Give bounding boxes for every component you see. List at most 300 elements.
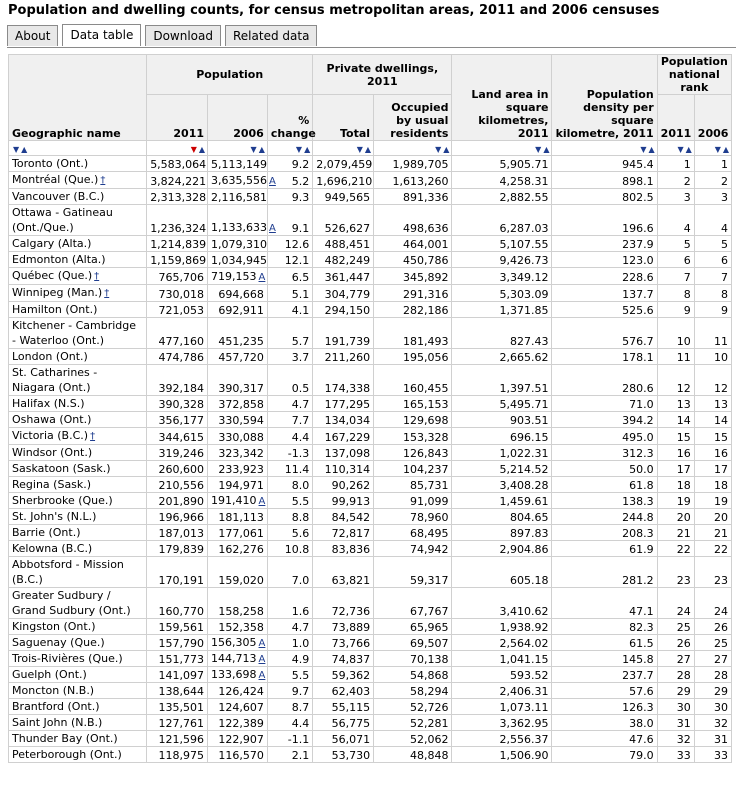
geo-name: Oshawa (Ont.) xyxy=(12,413,92,426)
pop-2006-cell xyxy=(208,731,268,747)
occupied-value: 68,495 xyxy=(409,527,449,540)
pct-change-value: 4.9 xyxy=(291,653,310,666)
header-pct-change: % change xyxy=(267,95,312,141)
geo-name-cell xyxy=(9,172,147,189)
density-cell xyxy=(552,747,657,763)
table-row xyxy=(9,396,732,412)
land-area-value: 605.18 xyxy=(509,574,549,587)
pop-2011-value: 118,975 xyxy=(158,749,205,762)
occupied-cell xyxy=(374,396,452,412)
pct-change-value: 4.1 xyxy=(291,304,310,317)
pop-2006-value: 122,389 xyxy=(218,717,264,730)
pop-2006-cell xyxy=(208,252,268,268)
density-value: 47.1 xyxy=(629,605,654,618)
footnote-link[interactable]: A xyxy=(258,638,266,649)
rank-2006-value: 4 xyxy=(721,222,728,235)
rank-2006-cell xyxy=(694,651,731,667)
header-rank-2006: 2006 xyxy=(694,95,731,141)
table-row xyxy=(9,205,732,236)
dwellings-total-cell xyxy=(313,205,374,236)
geo-name-cell xyxy=(9,619,147,635)
rank-2011-cell xyxy=(657,396,694,412)
dwellings-total-cell xyxy=(313,302,374,318)
density-cell xyxy=(552,318,657,349)
pop-2006-cell xyxy=(208,318,268,349)
density-value: 196.6 xyxy=(622,222,654,235)
pop-2006-value: 457,720 xyxy=(218,351,264,364)
sort-ascending-icon[interactable]: ▲ xyxy=(21,144,28,154)
rank-2011-cell xyxy=(657,731,694,747)
land-area-value: 1,022.31 xyxy=(499,447,549,460)
pop-2006-cell xyxy=(208,365,268,396)
pop-2011-value: 392,184 xyxy=(158,382,205,395)
pct-change-value: 1.6 xyxy=(291,605,310,618)
rank-2006-value: 21 xyxy=(714,527,728,540)
rank-2006-value: 28 xyxy=(714,669,728,682)
dwellings-total-cell xyxy=(313,683,374,699)
dwellings-total-value: 167,229 xyxy=(324,431,371,444)
geo-name-cell xyxy=(9,349,147,365)
sort-ascending-icon[interactable]: ▲ xyxy=(685,144,692,154)
occupied-cell xyxy=(374,651,452,667)
rank-2011-value: 17 xyxy=(676,463,691,476)
sort-descending-icon[interactable]: ▼ xyxy=(295,144,303,154)
rank-2006-cell xyxy=(694,412,731,428)
rank-2011-cell xyxy=(657,252,694,268)
occupied-value: 65,965 xyxy=(409,621,449,634)
pct-change-value: 1.0 xyxy=(291,637,310,650)
dwellings-total-value: 84,542 xyxy=(331,511,371,524)
rank-2011-cell xyxy=(657,477,694,493)
rank-2011-value: 30 xyxy=(676,701,691,714)
table-row xyxy=(9,318,732,349)
pct-change-value: 12.1 xyxy=(284,254,310,267)
pct-change-value: 4.7 xyxy=(291,398,310,411)
rank-2006-value: 29 xyxy=(714,685,728,698)
density-value: 57.6 xyxy=(629,685,654,698)
table-row xyxy=(9,667,732,683)
pct-change-cell xyxy=(267,252,312,268)
pop-2011-cell xyxy=(147,205,208,236)
occupied-cell xyxy=(374,525,452,541)
land-area-value: 5,214.52 xyxy=(499,463,549,476)
dwellings-total-cell xyxy=(313,461,374,477)
land-area-cell xyxy=(452,285,552,302)
occupied-value: 181,493 xyxy=(402,335,449,348)
density-cell xyxy=(552,412,657,428)
rank-2006-cell xyxy=(694,619,731,635)
rank-2006-cell xyxy=(694,428,731,445)
geo-name-cell xyxy=(9,541,147,557)
density-value: 38.0 xyxy=(629,717,654,730)
sort-ascending-icon[interactable]: ▲ xyxy=(443,144,450,154)
pop-2006-cell xyxy=(208,683,268,699)
pop-2011-value: 2,313,328 xyxy=(150,191,207,204)
rank-2006-value: 14 xyxy=(714,414,728,427)
density-cell xyxy=(552,699,657,715)
pop-2006-cell xyxy=(208,205,276,236)
pop-2011-cell xyxy=(147,189,208,205)
density-cell xyxy=(552,493,657,509)
land-area-value: 2,406.31 xyxy=(499,685,549,698)
rank-2006-cell xyxy=(694,318,731,349)
rank-2011-cell xyxy=(657,412,694,428)
dwellings-total-cell xyxy=(313,477,374,493)
density-value: 61.8 xyxy=(629,479,654,492)
page-title: Population and dwelling counts, for census metropolitan areas, 2011 and 2006 censuses xyxy=(8,3,660,18)
footnote-link[interactable]: † xyxy=(100,175,106,186)
sort-cell-rank-2011 xyxy=(657,141,694,156)
pop-2011-cell xyxy=(147,428,208,445)
rank-2006-value: 19 xyxy=(714,495,728,508)
pct-change-value: 4.7 xyxy=(291,621,310,634)
density-value: 61.9 xyxy=(629,543,654,556)
rank-2011-cell xyxy=(657,509,694,525)
density-cell xyxy=(552,619,657,635)
table-row xyxy=(9,747,732,763)
pop-2011-cell xyxy=(147,493,208,509)
tab-related-data[interactable]: Related data xyxy=(225,25,317,46)
occupied-cell xyxy=(374,588,452,619)
table-row xyxy=(9,651,732,667)
header-population: Population xyxy=(147,55,313,95)
pct-change-value: 10.8 xyxy=(284,543,310,556)
pct-change-value: 4.4 xyxy=(291,717,310,730)
pct-change-cell xyxy=(267,365,312,396)
geo-name: Sherbrooke (Que.) xyxy=(12,494,113,507)
land-area-cell xyxy=(452,302,552,318)
rank-2006-cell xyxy=(694,509,731,525)
land-area-cell xyxy=(452,699,552,715)
density-cell xyxy=(552,428,657,445)
land-area-cell xyxy=(452,268,552,285)
density-cell xyxy=(552,683,657,699)
dwellings-total-value: 488,451 xyxy=(324,238,371,251)
sort-descending-icon[interactable]: ▼ xyxy=(677,144,684,154)
header-pop-2006: 2006 xyxy=(208,95,268,141)
pct-change-cell xyxy=(267,493,312,509)
footnote-link[interactable]: A xyxy=(258,496,266,507)
pop-2011-cell xyxy=(147,365,208,396)
land-area-value: 1,938.92 xyxy=(499,621,549,634)
dwellings-total-cell xyxy=(313,588,374,619)
density-cell xyxy=(552,302,657,318)
rank-2006-cell xyxy=(694,667,731,683)
density-value: 145.8 xyxy=(622,653,654,666)
table-row xyxy=(9,541,732,557)
footnote-link[interactable]: † xyxy=(90,431,96,442)
density-value: 126.3 xyxy=(622,701,654,714)
occupied-cell xyxy=(374,699,452,715)
dwellings-total-cell xyxy=(313,172,374,189)
geo-name: Hamilton (Ont.) xyxy=(12,303,98,316)
pct-change-cell xyxy=(267,525,312,541)
table-row xyxy=(9,588,732,619)
pop-2006-cell xyxy=(208,635,268,651)
sort-ascending-icon[interactable]: ▲ xyxy=(304,144,311,154)
table-row xyxy=(9,715,732,731)
rank-2011-value: 6 xyxy=(683,254,691,267)
rank-2006-cell xyxy=(694,525,731,541)
occupied-cell xyxy=(374,285,452,302)
geo-name: Guelph (Ont.) xyxy=(12,668,87,681)
dwellings-total-cell xyxy=(313,445,374,461)
occupied-value: 195,056 xyxy=(402,351,449,364)
rank-2006-cell xyxy=(694,189,731,205)
land-area-value: 5,905.71 xyxy=(499,158,549,171)
sort-ascending-icon[interactable]: ▲ xyxy=(258,144,265,154)
rank-2011-value: 4 xyxy=(683,222,691,235)
footnote-link[interactable]: A xyxy=(269,176,276,187)
sort-cell-dwellings-total xyxy=(313,141,374,156)
land-area-value: 5,495.71 xyxy=(499,398,549,411)
pop-2011-value: 201,890 xyxy=(158,495,205,508)
geo-name-cell xyxy=(9,557,147,588)
footnote-link[interactable]: A xyxy=(258,670,266,681)
geo-name: Saguenay (Que.) xyxy=(12,636,105,649)
dwellings-total-value: 134,034 xyxy=(324,414,371,427)
pop-2011-value: 138,644 xyxy=(158,685,205,698)
sort-cell-occupied xyxy=(374,141,452,156)
land-area-value: 3,408.28 xyxy=(499,479,549,492)
rank-2011-cell xyxy=(657,156,694,172)
pop-2006-cell xyxy=(208,493,268,509)
pct-change-cell xyxy=(267,156,312,172)
table-row xyxy=(9,189,732,205)
pop-2011-value: 121,596 xyxy=(158,733,205,746)
table-row xyxy=(9,365,732,396)
geo-name-cell xyxy=(9,731,147,747)
rank-2006-value: 7 xyxy=(721,271,728,284)
rank-2011-cell xyxy=(657,428,694,445)
geo-name: Windsor (Ont.) xyxy=(12,446,93,459)
dwellings-total-value: 304,779 xyxy=(324,288,371,301)
occupied-value: 165,153 xyxy=(402,398,449,411)
geo-name-cell xyxy=(9,588,147,619)
dwellings-total-value: 137,098 xyxy=(324,447,371,460)
pop-2011-cell xyxy=(147,318,208,349)
pop-2006-cell xyxy=(208,285,268,302)
pop-2011-value: 356,177 xyxy=(158,414,205,427)
pop-2011-value: 474,786 xyxy=(158,351,205,364)
sort-cell-land-area xyxy=(452,141,552,156)
pct-change-cell xyxy=(267,428,312,445)
pop-2006-value: 144,713 xyxy=(211,652,257,665)
pop-2006-value: 5,113,149 xyxy=(211,158,268,171)
footnote-link[interactable]: A xyxy=(269,223,276,234)
rank-2011-value: 15 xyxy=(676,431,691,444)
geo-name: Barrie (Ont.) xyxy=(12,526,81,539)
rank-2006-cell xyxy=(694,205,731,236)
pct-change-cell xyxy=(267,302,312,318)
occupied-value: 498,636 xyxy=(402,222,449,235)
sort-descending-icon[interactable]: ▼ xyxy=(714,144,721,154)
land-area-value: 2,556.37 xyxy=(499,733,549,746)
rank-2011-cell xyxy=(657,635,694,651)
rank-2006-cell xyxy=(694,461,731,477)
land-area-cell xyxy=(452,731,552,747)
land-area-value: 1,073.11 xyxy=(499,701,549,714)
sort-cell-population-density xyxy=(552,141,657,156)
pop-2011-cell xyxy=(147,477,208,493)
occupied-value: 78,960 xyxy=(409,511,449,524)
pop-2006-cell xyxy=(208,667,268,683)
geo-name: Moncton (N.B.) xyxy=(12,684,95,697)
sort-descending-icon[interactable]: ▼ xyxy=(535,144,542,154)
dwellings-total-value: 56,071 xyxy=(331,733,371,746)
sort-descending-icon[interactable]: ▼ xyxy=(356,144,363,154)
sort-descending-icon[interactable]: ▼ xyxy=(190,144,197,154)
pop-2006-value: 390,317 xyxy=(218,382,264,395)
rank-2011-value: 12 xyxy=(676,382,691,395)
pop-2006-value: 133,698 xyxy=(211,668,257,681)
pct-change-cell xyxy=(267,619,312,635)
sort-cell-rank-2006 xyxy=(694,141,731,156)
dwellings-total-value: 99,913 xyxy=(331,495,371,508)
table-row xyxy=(9,477,732,493)
occupied-cell xyxy=(374,541,452,557)
pop-2006-cell xyxy=(208,651,268,667)
pct-change-value: 5.5 xyxy=(291,669,310,682)
land-area-cell xyxy=(452,205,552,236)
occupied-cell xyxy=(374,493,452,509)
rank-2011-cell xyxy=(657,747,694,763)
rank-2011-value: 33 xyxy=(676,749,691,762)
density-cell xyxy=(552,509,657,525)
geo-name-cell xyxy=(9,699,147,715)
pct-change-value: 9.2 xyxy=(291,158,310,171)
geo-name-cell xyxy=(9,318,147,349)
land-area-cell xyxy=(452,365,552,396)
occupied-value: 282,186 xyxy=(402,304,449,317)
footnote-link[interactable]: A xyxy=(258,654,266,665)
rank-2006-value: 32 xyxy=(714,717,728,730)
land-area-value: 1,459.61 xyxy=(499,495,549,508)
occupied-value: 91,099 xyxy=(409,495,449,508)
pop-2006-cell xyxy=(208,189,268,205)
dwellings-total-cell xyxy=(313,635,374,651)
pop-2006-cell xyxy=(208,619,268,635)
rank-2011-value: 24 xyxy=(676,605,691,618)
pop-2006-value: 372,858 xyxy=(218,398,264,411)
tab-data-table[interactable]: Data table xyxy=(62,24,141,46)
occupied-cell xyxy=(374,236,452,252)
rank-2011-value: 9 xyxy=(683,304,691,317)
pct-change-value: 4.4 xyxy=(291,431,310,444)
rank-2011-cell xyxy=(657,588,694,619)
land-area-cell xyxy=(452,509,552,525)
sort-ascending-icon[interactable]: ▲ xyxy=(648,144,655,154)
dwellings-total-cell xyxy=(313,285,374,302)
geo-name-cell xyxy=(9,651,147,667)
dwellings-total-cell xyxy=(313,428,374,445)
pop-2011-value: 3,824,221 xyxy=(150,175,207,188)
pop-2006-value: 330,088 xyxy=(218,431,264,444)
dwellings-total-cell xyxy=(313,396,374,412)
occupied-value: 104,237 xyxy=(402,463,449,476)
occupied-value: 67,767 xyxy=(409,605,449,618)
rank-2006-value: 18 xyxy=(714,479,728,492)
pop-2011-value: 319,246 xyxy=(158,447,205,460)
density-value: 576.7 xyxy=(622,335,654,348)
pop-2011-value: 5,583,064 xyxy=(150,158,207,171)
geo-name-cell xyxy=(9,189,147,205)
sort-descending-icon[interactable]: ▼ xyxy=(13,144,20,154)
dwellings-total-value: 174,338 xyxy=(324,382,371,395)
dwellings-total-cell xyxy=(313,699,374,715)
sort-ascending-icon[interactable]: ▲ xyxy=(364,144,372,154)
dwellings-total-value: 294,150 xyxy=(324,304,371,317)
land-area-cell xyxy=(452,557,552,588)
footnote-link[interactable]: † xyxy=(94,271,100,282)
sort-descending-icon[interactable]: ▼ xyxy=(640,144,647,154)
sort-ascending-icon[interactable]: ▲ xyxy=(198,144,206,154)
sort-descending-icon[interactable]: ▼ xyxy=(250,144,257,154)
geo-name-cell xyxy=(9,268,147,285)
geo-name: Vancouver (B.C.) xyxy=(12,190,105,203)
dwellings-total-value: 56,775 xyxy=(331,717,371,730)
pct-change-cell xyxy=(267,635,312,651)
land-area-cell xyxy=(452,588,552,619)
occupied-cell xyxy=(374,365,452,396)
pop-2006-value: 692,911 xyxy=(218,304,264,317)
occupied-value: 69,507 xyxy=(409,637,449,650)
occupied-cell xyxy=(374,747,452,763)
pop-2011-value: 151,773 xyxy=(158,653,205,666)
dwellings-total-cell xyxy=(313,731,374,747)
occupied-value: 1,613,260 xyxy=(392,175,449,188)
tab-download[interactable]: Download xyxy=(145,25,221,46)
land-area-value: 593.52 xyxy=(509,669,549,682)
density-cell xyxy=(552,252,657,268)
rank-2006-cell xyxy=(694,302,731,318)
pct-change-cell xyxy=(267,412,312,428)
footnote-link[interactable]: A xyxy=(258,272,266,283)
pop-2006-cell xyxy=(208,477,268,493)
rank-2011-value: 23 xyxy=(676,574,691,587)
pop-2011-cell xyxy=(147,412,208,428)
density-cell xyxy=(552,541,657,557)
rank-2006-cell xyxy=(694,635,731,651)
geo-name: London (Ont.) xyxy=(12,350,88,363)
pop-2006-value: 1,133,633 xyxy=(211,221,268,234)
rank-2006-cell xyxy=(694,477,731,493)
pop-2011-value: 159,561 xyxy=(158,621,205,634)
geo-name: Greater Sudbury / Grand Sudbury (Ont.) xyxy=(12,589,131,617)
sort-ascending-icon[interactable]: ▲ xyxy=(722,144,729,154)
geo-name: Brantford (Ont.) xyxy=(12,700,100,713)
geo-name-cell xyxy=(9,747,147,763)
table-row xyxy=(9,156,732,172)
footnote-link[interactable]: † xyxy=(104,288,110,299)
density-cell xyxy=(552,285,657,302)
pop-2006-cell xyxy=(208,699,268,715)
rank-2006-cell xyxy=(694,349,731,365)
rank-2006-value: 27 xyxy=(714,653,728,666)
geo-name: St. John's (N.L.) xyxy=(12,510,97,523)
density-cell xyxy=(552,396,657,412)
occupied-value: 59,317 xyxy=(409,574,449,587)
pct-change-value: 6.5 xyxy=(291,271,310,284)
tab-about[interactable]: About xyxy=(7,25,58,46)
sort-ascending-icon[interactable]: ▲ xyxy=(543,144,550,154)
pct-change-cell xyxy=(267,445,312,461)
pop-2011-value: 160,770 xyxy=(158,605,205,618)
dwellings-total-cell xyxy=(313,525,374,541)
land-area-value: 6,287.03 xyxy=(499,222,549,235)
sort-descending-icon[interactable]: ▼ xyxy=(435,144,442,154)
land-area-value: 3,349.12 xyxy=(499,271,549,284)
